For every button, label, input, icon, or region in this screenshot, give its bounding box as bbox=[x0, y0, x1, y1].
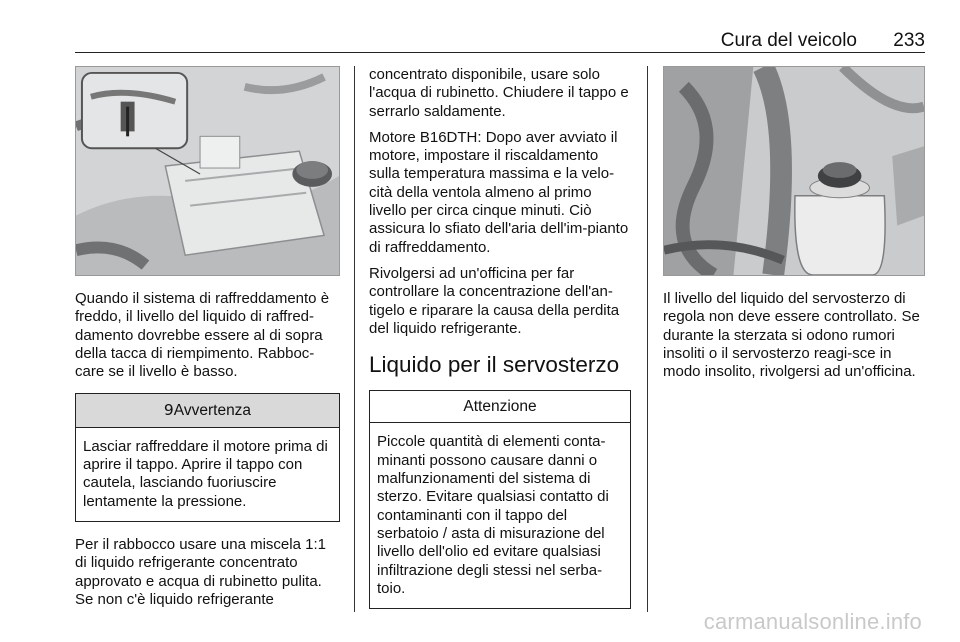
power-steering-illustration bbox=[664, 67, 924, 275]
coolant-reservoir-illustration bbox=[76, 67, 339, 275]
column-3 bbox=[663, 66, 925, 389]
column-2 bbox=[369, 66, 631, 623]
header-rule bbox=[75, 52, 925, 53]
column-divider-1 bbox=[354, 66, 355, 612]
tap-water-paragraph: concentrato disponibile, usare solo l'acqua di rubinetto. Chiudere il tappo e serrarlo saldamente. bbox=[369, 66, 629, 120]
power-steering-paragraph: Il livello del liquido del servosterzo di regola non deve essere controllato. Se durante la sterzata si odono rumori insoliti o il servosterzo reagi-sce in modo insolito, rivolgersi ad un'officina. bbox=[663, 290, 920, 381]
watermark: carmanualsonline.info bbox=[703, 609, 922, 634]
page-number: 233 bbox=[893, 30, 925, 51]
coolant-reservoir-photo bbox=[75, 66, 340, 276]
notice-header: Attenzione bbox=[370, 391, 630, 423]
notice-text: Piccole quantità di elementi conta-minanti possono causare danni o malfunzionamenti del sistema di sterzo. Evitare qualsiasi contatto di contaminanti con il tappo del serbatoio / asta di misurazione del livello dell'olio ed evitare qualsiasi infiltrazione degli stessi nel serba-toio. bbox=[377, 433, 609, 597]
warning-header bbox=[76, 394, 339, 427]
refill-mixture-paragraph: Per il rabbocco usare una miscela 1:1 di liquido refrigerante concentrato approvato e acqua di rubinetto pulita. Se non c'è liquido refrigerante bbox=[75, 535, 326, 608]
warning-box bbox=[75, 393, 340, 521]
power-steering-reservoir-photo bbox=[663, 66, 925, 276]
chapter-title: Cura del veicolo bbox=[720, 30, 857, 51]
page-header bbox=[75, 30, 925, 52]
workshop-paragraph: Rivolgersi ad un'officina per far controllare la concentrazione dell'an-tigelo e riparare la causa della perdita del liquido refrigerante. bbox=[369, 264, 620, 337]
column-divider-2 bbox=[647, 66, 648, 612]
warning-title: Avvertenza bbox=[173, 402, 252, 420]
warning-icon: 9 bbox=[163, 401, 174, 420]
column-1 bbox=[75, 66, 340, 617]
engine-b16dth-paragraph: Motore B16DTH: Dopo aver avviato il motore, impostare il riscaldamento sulla temperatura massima e la velo-cità della ventola almeno al primo livello per circa cinque minuti. Ciò assicura lo sfiato dell'aria dell'im-pianto di raffreddamento. bbox=[369, 128, 629, 256]
coolant-level-paragraph: Quando il sistema di raffreddamento è freddo, il livello del liquido di raffred-damento dovrebbe essere al di sopra della tacca di riempimento. Rabboc-care se il livello è basso. bbox=[75, 290, 330, 381]
warning-text: Lasciar raffreddare il motore prima di aprire il tappo. Aprire il tappo con cautela, lasciando fuoriuscire lentamente la pressione. bbox=[83, 437, 328, 510]
section-title: Liquido per il servosterzo bbox=[369, 352, 620, 378]
notice-box bbox=[369, 390, 631, 609]
